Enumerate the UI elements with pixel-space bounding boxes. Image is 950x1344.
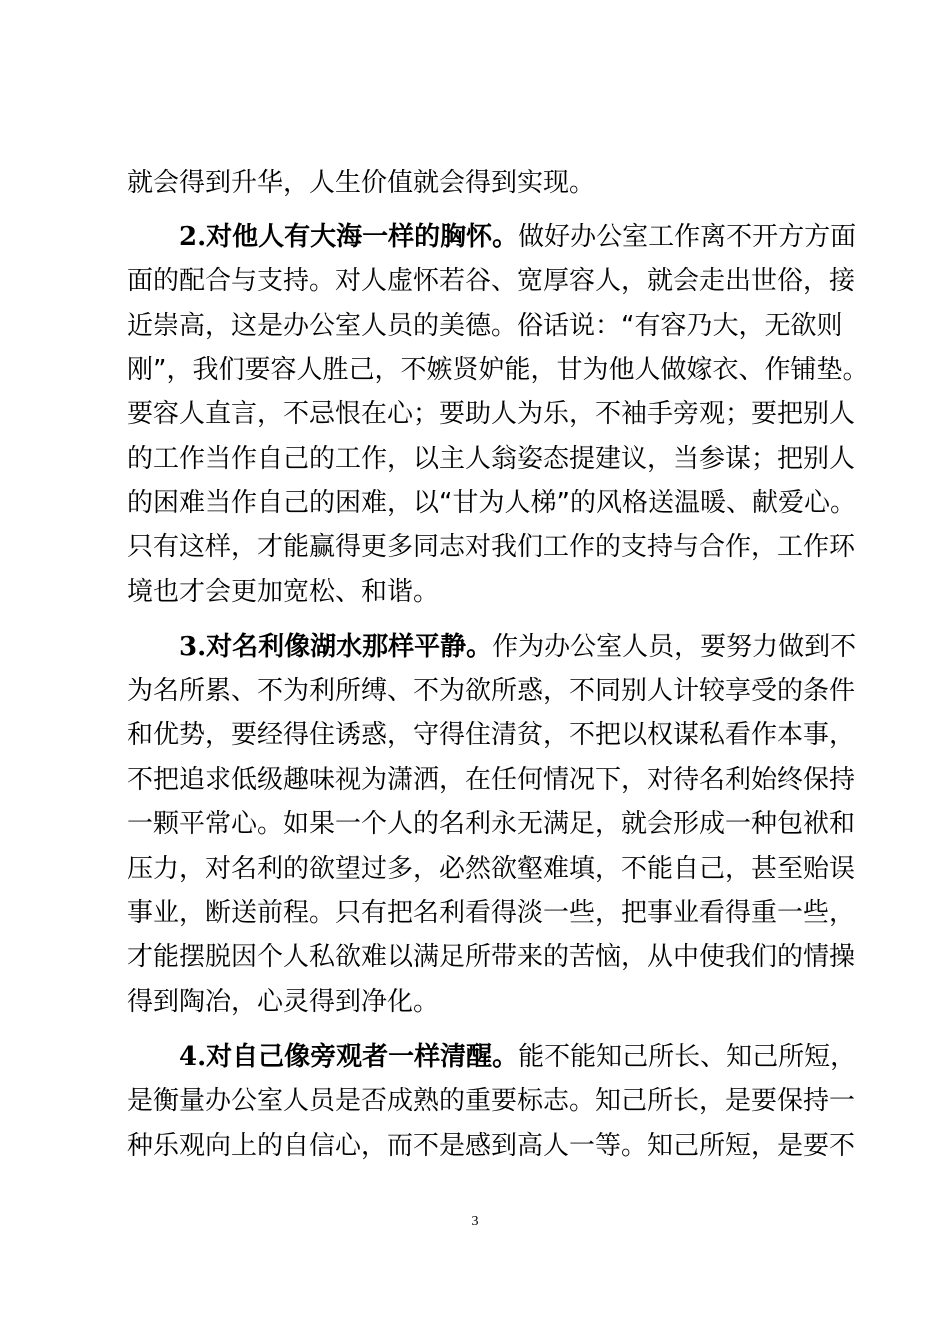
paragraph-3-line-8: 才能摆脱因个人私欲难以满足所带来的苦恼，从中使我们的情操 [127,942,856,972]
paragraph-3-line-2: 为名所累、不为利所缚、不为欲所惑，不同别人计较享受的条件 [127,676,856,706]
paragraph-2-line-1 [179,221,857,253]
paragraph-4-text: 能不能知己所长、知己所短， [518,1042,857,1072]
paragraph-3-line-4: 不把追求低级趣味视为潇洒，在任何情况下，对待名利始终保持 [127,765,856,795]
paragraph-2-line-7: 的困难当作自己的困难，以“甘为人梯”的风格送温暖、献爱心。 [127,488,856,518]
paragraph-2-heading: 2.对他人有大海一样的胸怀。 [179,222,519,252]
paragraph-2-line-2: 面的配合与支持。对人虚怀若谷、宽厚容人，就会走出世俗，接 [127,266,856,296]
paragraph-2-line-5: 要容人直言，不忌恨在心；要助人为乐，不袖手旁观；要把别人 [127,399,856,429]
paragraph-3-heading: 3.对名利像湖水那样平静。 [179,632,493,662]
paragraph-4-line-3: 种乐观向上的自信心，而不是感到高人一等。知己所短，是要不 [127,1131,856,1161]
paragraph-3-line-7: 事业，断送前程。只有把名利看得淡一些，把事业看得重一些， [127,898,856,928]
paragraph-2-line-4: 刚”，我们要容人胜己，不嫉贤妒能，甘为他人做嫁衣、作铺垫。 [127,355,869,385]
paragraph-3-line-5: 一颗平常心。如果一个人的名利永无满足，就会形成一种包袱和 [127,809,856,839]
paragraph-4-heading: 4.对自己像旁观者一样清醒。 [179,1042,519,1072]
paragraph-3-line-3: 和优势，要经得住诱惑，守得住清贫，不把以权谋私看作本事， [127,720,856,750]
paragraph-1-line-1: 就会得到升华，人生价值就会得到实现。 [127,168,596,198]
paragraph-3-line-9: 得到陶冶，心灵得到净化。 [127,987,440,1017]
paragraph-2-line-9: 境也才会更加宽松、和谐。 [127,577,440,607]
paragraph-4-line-1 [179,1041,857,1073]
page-number: 3 [471,1214,479,1229]
paragraph-3-line-6: 压力，对名利的欲望过多，必然欲壑难填，不能自己，甚至贻误 [127,854,856,884]
paragraph-2-line-3: 近崇高，这是办公室人员的美德。俗话说：“有容乃大，无欲则 [127,311,843,341]
paragraph-2-text: 做好办公室工作离不开方方面 [518,222,857,252]
paragraph-4-line-2: 是衡量办公室人员是否成熟的重要标志。知己所长，是要保持一 [127,1086,856,1116]
paragraph-3-text: 作为办公室人员，要努力做到不 [492,632,857,662]
paragraph-3-line-1 [179,631,857,663]
paragraph-2-line-6: 的工作当作自己的工作，以主人翁姿态提建议，当参谋；把别人 [127,444,856,474]
paragraph-2-line-8: 只有这样，才能赢得更多同志对我们工作的支持与合作，工作环 [127,532,856,562]
